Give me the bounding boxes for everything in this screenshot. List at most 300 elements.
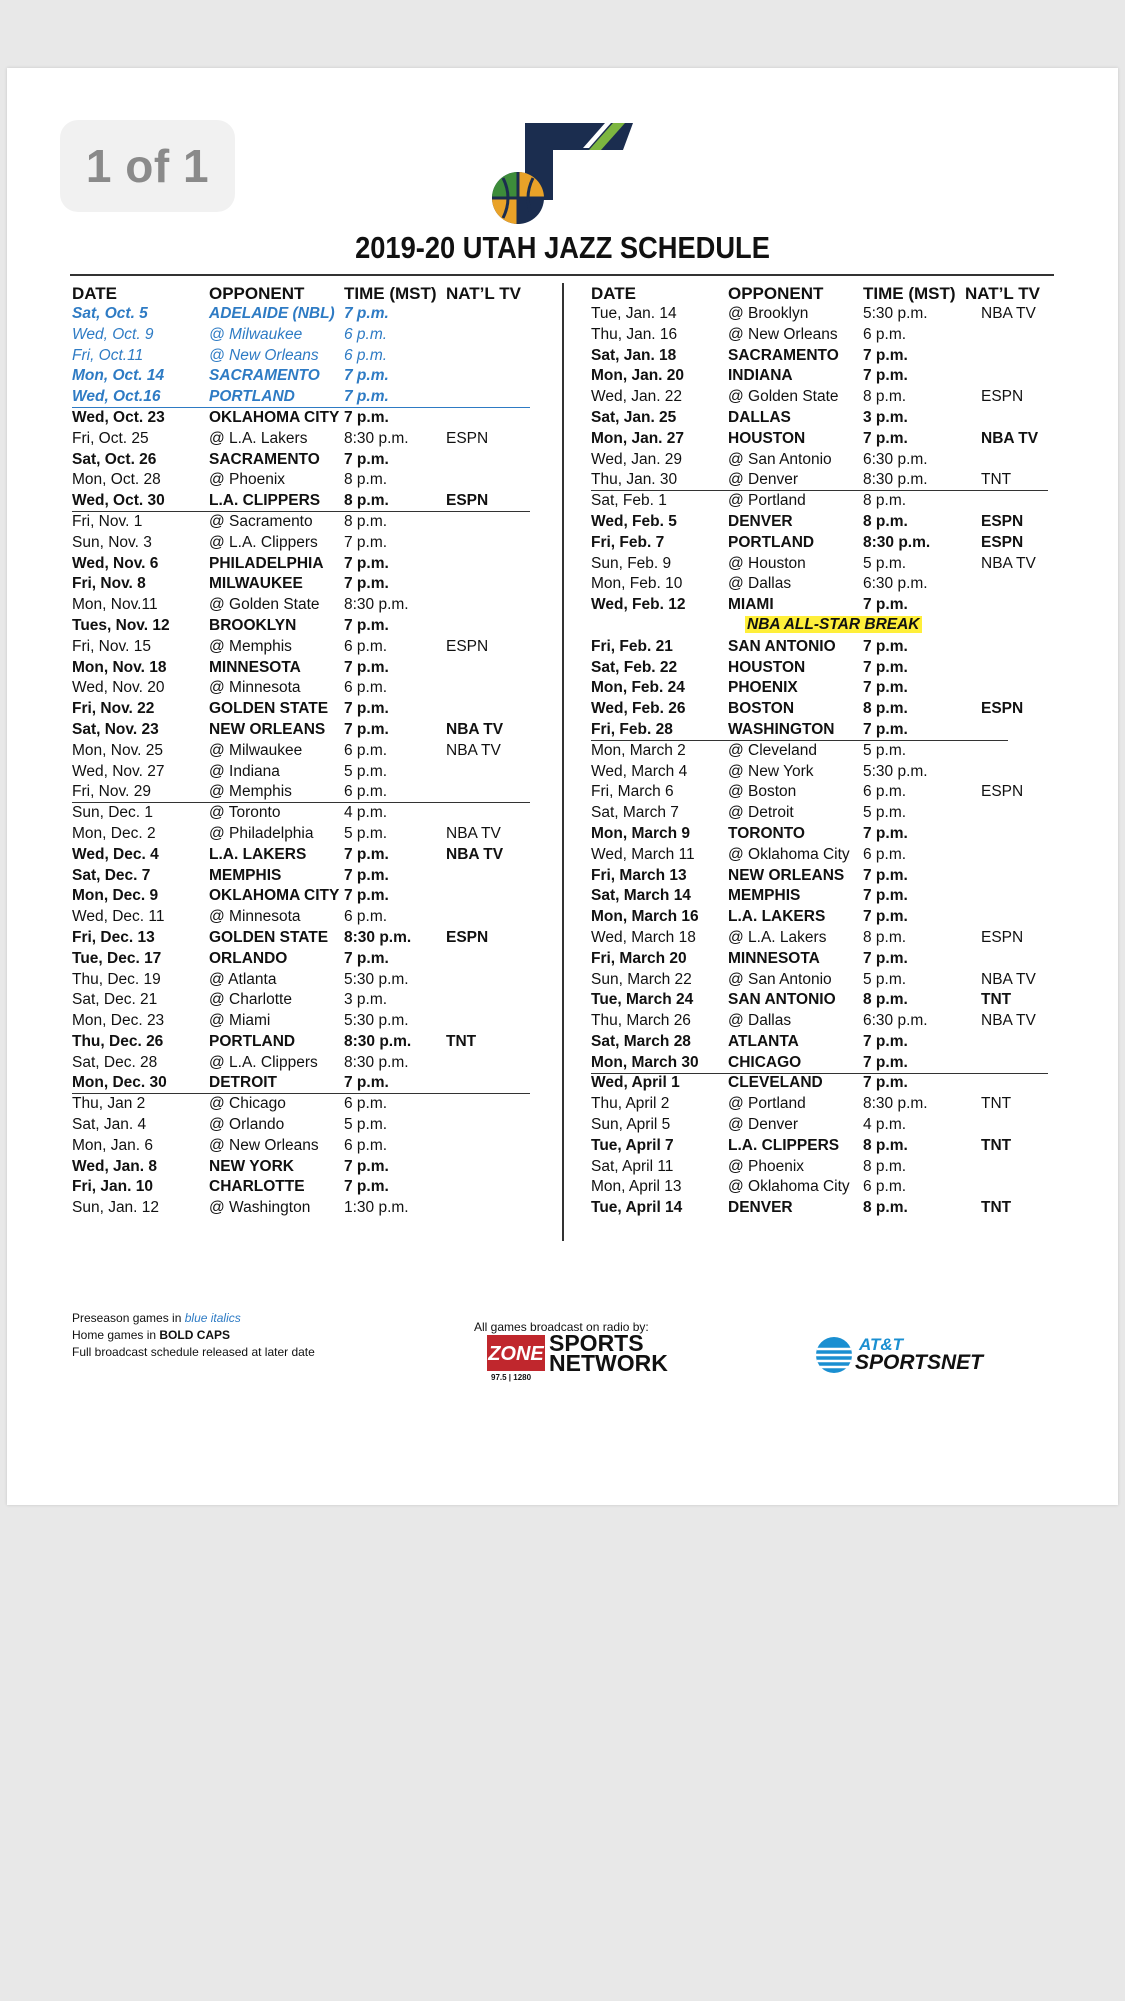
game-time: 5:30 p.m.	[863, 762, 928, 780]
game-date: Thu, April 2	[591, 1095, 670, 1113]
game-date: Tue, March 24	[591, 991, 694, 1009]
game-tv: ESPN	[981, 512, 1024, 530]
game-tv: TNT	[981, 1095, 1012, 1113]
game-opponent: MILWAUKEE	[209, 575, 303, 593]
game-date: Sun, March 22	[591, 970, 692, 988]
game-date: Sat, Feb. 22	[591, 658, 678, 676]
game-opponent: ORLANDO	[209, 949, 288, 967]
game-time: 8 p.m.	[863, 1157, 907, 1175]
game-date: Wed, Nov. 20	[72, 679, 165, 697]
game-time: 5:30 p.m.	[344, 970, 409, 988]
game-opponent: @ Denver	[728, 471, 799, 489]
game-time: 6 p.m.	[344, 908, 388, 926]
legend-notes	[72, 1310, 315, 1361]
game-time: 5 p.m.	[863, 804, 907, 822]
game-date: Sun, April 5	[591, 1116, 671, 1134]
game-time: 8 p.m.	[863, 1136, 908, 1154]
game-time: 7 p.m.	[344, 533, 388, 551]
game-time: 8 p.m.	[344, 512, 388, 530]
game-opponent: NEW ORLEANS	[209, 720, 326, 738]
game-opponent: SACRAMENTO	[209, 450, 320, 468]
game-time: 7 p.m.	[863, 346, 908, 364]
game-date: Tue, Jan. 14	[591, 305, 677, 322]
game-opponent: INDIANA	[728, 367, 793, 385]
game-date: Mon, April 13	[591, 1178, 682, 1196]
game-time: 8 p.m.	[863, 388, 907, 406]
zone-line1: SPORTS	[549, 1330, 644, 1356]
game-opponent: @ L.A. Clippers	[209, 533, 318, 551]
page-indicator-label: 1 of 1	[85, 140, 210, 192]
game-time: 7 p.m.	[344, 388, 389, 406]
game-date: Wed, Oct.16	[72, 388, 161, 406]
game-opponent: L.A. CLIPPERS	[209, 492, 321, 510]
header-time: TIME (MST)	[863, 284, 956, 303]
game-time: 7 p.m.	[344, 949, 389, 967]
game-date: Fri, Feb. 7	[591, 533, 665, 551]
game-date: Wed, Feb. 26	[591, 700, 686, 718]
game-opponent: DENVER	[728, 1199, 793, 1217]
game-date: Mon, Jan. 6	[72, 1136, 153, 1154]
game-date: Wed, Dec. 11	[72, 908, 165, 926]
game-tv: ESPN	[981, 388, 1024, 406]
header-time: TIME (MST)	[344, 284, 437, 303]
game-date: Fri, Oct.11	[72, 346, 144, 364]
game-opponent: @ L.A. Clippers	[209, 1053, 318, 1071]
game-time: 7 p.m.	[344, 554, 389, 572]
zone-badge: ZONE	[487, 1335, 545, 1371]
game-opponent: HOUSTON	[728, 429, 806, 447]
game-time: 5 p.m.	[344, 824, 388, 842]
game-time: 7 p.m.	[344, 305, 389, 322]
game-date: Mon, Nov. 25	[72, 741, 164, 759]
game-date: Fri, Nov. 22	[72, 700, 155, 718]
game-date: Wed, Feb. 5	[591, 512, 677, 530]
column-divider	[562, 283, 564, 1241]
game-date: Sat, Nov. 23	[72, 720, 159, 738]
game-tv: ESPN	[981, 783, 1024, 801]
game-opponent: L.A. LAKERS	[728, 908, 826, 926]
game-opponent: GOLDEN STATE	[209, 928, 329, 946]
game-opponent: SACRAMENTO	[728, 346, 839, 364]
game-opponent: L.A. LAKERS	[209, 845, 307, 863]
game-time: 6 p.m.	[344, 1136, 388, 1154]
game-opponent: @ Memphis	[209, 637, 292, 655]
game-date: Mon, Dec. 2	[72, 824, 156, 842]
game-opponent: @ Houston	[728, 554, 806, 572]
game-time: 5 p.m.	[344, 762, 388, 780]
game-time: 7 p.m.	[344, 866, 389, 884]
legend-preseason-text: Preseason games in	[72, 1311, 185, 1325]
game-time: 7 p.m.	[863, 596, 908, 614]
game-tv: ESPN	[981, 700, 1024, 718]
game-time: 8 p.m.	[863, 991, 908, 1009]
game-time: 7 p.m.	[344, 720, 389, 738]
game-time: 7 p.m.	[863, 679, 908, 697]
game-time: 7 p.m.	[344, 616, 389, 634]
game-date: Fri, March 6	[591, 783, 674, 801]
game-opponent: L.A. CLIPPERS	[728, 1136, 840, 1154]
game-opponent: PORTLAND	[728, 533, 815, 551]
game-date: Fri, Dec. 13	[72, 928, 155, 946]
game-time: 7 p.m.	[863, 429, 908, 447]
game-time: 7 p.m.	[863, 887, 908, 905]
game-time: 8:30 p.m.	[863, 471, 928, 489]
game-date: Sun, Dec. 1	[72, 804, 153, 822]
game-time: 6 p.m.	[863, 325, 907, 343]
game-time: 6 p.m.	[344, 783, 388, 801]
game-date: Sat, Jan. 4	[72, 1116, 147, 1134]
game-opponent: PHOENIX	[728, 679, 798, 697]
game-opponent: MINNESOTA	[728, 949, 820, 967]
game-date: Sat, Jan. 25	[591, 408, 677, 426]
game-time: 7 p.m.	[863, 658, 908, 676]
game-date: Wed, April 1	[591, 1074, 680, 1092]
game-time: 6 p.m.	[344, 637, 388, 655]
game-date: Sat, March 7	[591, 804, 679, 822]
game-date: Sat, Dec. 7	[72, 866, 151, 884]
game-date: Sun, Jan. 12	[72, 1199, 160, 1217]
game-date: Fri, Jan. 10	[72, 1178, 153, 1196]
game-date: Thu, Dec. 19	[72, 970, 161, 988]
game-date: Fri, Feb. 28	[591, 720, 673, 738]
game-tv: TNT	[981, 471, 1012, 489]
game-time: 5:30 p.m.	[344, 1012, 409, 1030]
game-date: Mon, Jan. 20	[591, 367, 685, 385]
game-time: 7 p.m.	[344, 1157, 389, 1175]
game-opponent: @ New York	[728, 762, 814, 780]
game-time: 8:30 p.m.	[863, 1095, 928, 1113]
game-tv: NBA TV	[981, 554, 1036, 572]
game-date: Tue, April 7	[591, 1136, 674, 1154]
game-date: Wed, Oct. 9	[72, 325, 154, 343]
game-opponent: @ Memphis	[209, 783, 292, 801]
game-opponent: @ Golden State	[209, 596, 320, 614]
game-opponent: MEMPHIS	[728, 887, 801, 905]
header-tv: NAT’L TV	[965, 284, 1040, 303]
game-opponent: @ New Orleans	[209, 1136, 319, 1154]
game-time: 8:30 p.m.	[344, 596, 409, 614]
header-tv: NAT’L TV	[446, 284, 521, 303]
game-time: 7 p.m.	[344, 450, 389, 468]
game-date: Fri, March 13	[591, 866, 687, 884]
game-time: 6 p.m.	[344, 741, 388, 759]
game-date: Wed, Jan. 29	[591, 450, 683, 468]
header-date: DATE	[72, 284, 118, 303]
game-opponent: @ L.A. Lakers	[728, 928, 827, 946]
game-time: 7 p.m.	[344, 1178, 389, 1196]
game-time: 4 p.m.	[863, 1116, 907, 1134]
game-time: 7 p.m.	[344, 575, 389, 593]
game-opponent: PHILADELPHIA	[209, 554, 324, 572]
game-date: Tue, April 14	[591, 1199, 683, 1217]
legend-home-style: BOLD CAPS	[159, 1328, 231, 1342]
game-time: 8 p.m.	[344, 471, 388, 489]
game-tv: NBA TV	[446, 720, 504, 738]
game-date: Mon, Dec. 30	[72, 1074, 167, 1092]
game-opponent: @ Toronto	[209, 804, 281, 822]
game-opponent: WASHINGTON	[728, 720, 835, 738]
game-time: 3 p.m.	[344, 991, 388, 1009]
game-date: Sat, Dec. 21	[72, 991, 158, 1009]
game-time: 6:30 p.m.	[863, 575, 928, 593]
game-date: Sat, April 11	[591, 1157, 674, 1175]
game-opponent: GOLDEN STATE	[209, 700, 329, 718]
game-opponent: @ Oklahoma City	[728, 1178, 850, 1196]
game-date: Wed, Nov. 6	[72, 554, 159, 572]
game-time: 6 p.m.	[344, 679, 388, 697]
game-tv: NBA TV	[446, 845, 504, 863]
game-date: Fri, Nov. 1	[72, 512, 143, 530]
game-tv: ESPN	[446, 429, 489, 447]
game-time: 8:30 p.m.	[344, 1032, 412, 1050]
game-date: Sat, Oct. 26	[72, 450, 157, 468]
game-date: Sat, March 14	[591, 887, 691, 905]
game-time: 6 p.m.	[344, 325, 388, 343]
game-time: 5 p.m.	[344, 1116, 388, 1134]
game-opponent: @ Orlando	[209, 1116, 285, 1134]
game-time: 7 p.m.	[863, 866, 908, 884]
game-opponent: ATLANTA	[728, 1032, 799, 1050]
game-tv: ESPN	[446, 492, 489, 510]
game-opponent: TORONTO	[728, 824, 805, 842]
game-date: Fri, March 20	[591, 949, 687, 967]
game-tv: TNT	[981, 1199, 1012, 1217]
game-time: 7 p.m.	[863, 637, 908, 655]
game-opponent: @ Atlanta	[209, 970, 277, 988]
game-date: Mon, Nov. 18	[72, 658, 167, 676]
game-time: 5 p.m.	[863, 970, 907, 988]
game-date: Wed, Jan. 8	[72, 1157, 157, 1175]
game-date: Mon, March 9	[591, 824, 691, 842]
game-opponent: NEW ORLEANS	[728, 866, 845, 884]
game-opponent: DENVER	[728, 512, 793, 530]
game-opponent: BOSTON	[728, 700, 795, 718]
game-time: 7 p.m.	[863, 1074, 908, 1092]
game-date: Wed, March 18	[591, 928, 696, 946]
game-time: 8:30 p.m.	[344, 1053, 409, 1071]
game-opponent: @ Washington	[209, 1199, 311, 1217]
game-opponent: @ Dallas	[728, 575, 792, 593]
game-date: Sat, Dec. 28	[72, 1053, 158, 1071]
game-date: Thu, Jan. 16	[591, 325, 678, 343]
game-tv: ESPN	[446, 637, 489, 655]
game-opponent: @ Portland	[728, 492, 806, 510]
game-time: 5 p.m.	[863, 741, 907, 759]
game-time: 6:30 p.m.	[863, 1012, 928, 1030]
game-date: Wed, Nov. 27	[72, 762, 165, 780]
game-date: Sat, March 28	[591, 1032, 691, 1050]
game-opponent: @ Indiana	[209, 762, 280, 780]
att-line2: SPORTSNET	[855, 1351, 983, 1374]
game-time: 7 p.m.	[344, 408, 389, 426]
game-opponent: @ New Orleans	[209, 346, 319, 364]
game-time: 5 p.m.	[863, 554, 907, 572]
game-date: Tue, Dec. 17	[72, 949, 162, 967]
game-tv: NBA TV	[981, 429, 1039, 447]
game-opponent: @ Phoenix	[209, 471, 286, 489]
game-opponent: CHICAGO	[728, 1053, 802, 1071]
game-opponent: MEMPHIS	[209, 866, 282, 884]
game-date: Mon, Feb. 24	[591, 679, 685, 697]
game-tv: TNT	[981, 1136, 1012, 1154]
game-opponent: SAN ANTONIO	[728, 991, 836, 1009]
game-date: Thu, Jan 2	[72, 1095, 146, 1113]
game-time: 7 p.m.	[863, 1053, 908, 1071]
game-date: Fri, Feb. 21	[591, 637, 673, 655]
game-time: 8 p.m.	[863, 492, 907, 510]
game-time: 7 p.m.	[344, 1074, 389, 1092]
game-opponent: MINNESOTA	[209, 658, 301, 676]
legend-home	[72, 1327, 315, 1344]
legend-preseason-style: blue italics	[184, 1311, 241, 1325]
zone-wordmark	[549, 1330, 668, 1376]
game-date: Mon, Feb. 10	[591, 575, 683, 593]
game-tv: ESPN	[981, 928, 1024, 946]
game-time: 7 p.m.	[344, 845, 389, 863]
game-opponent: @ Sacramento	[209, 512, 313, 530]
legend-preseason	[72, 1310, 315, 1327]
game-tv: NBA TV	[981, 305, 1036, 322]
game-opponent: @ Milwaukee	[209, 741, 303, 759]
zone-frequency: 97.5 | 1280	[491, 1373, 532, 1382]
game-tv: NBA TV	[446, 741, 501, 759]
game-date: Thu, Jan. 30	[591, 471, 678, 489]
game-date: Sat, Jan. 18	[591, 346, 677, 364]
game-opponent: @ Brooklyn	[728, 305, 809, 322]
game-time: 7 p.m.	[863, 720, 908, 738]
game-time: 6 p.m.	[344, 346, 388, 364]
game-time: 7 p.m.	[863, 367, 908, 385]
game-opponent: BROOKLYN	[209, 616, 297, 634]
game-opponent: @ Detroit	[728, 804, 794, 822]
game-opponent: @ Minnesota	[209, 679, 301, 697]
game-tv: NBA TV	[981, 1012, 1036, 1030]
att-line1: AT&T	[859, 1335, 904, 1354]
game-date: Fri, Nov. 15	[72, 637, 151, 655]
game-opponent: PORTLAND	[209, 1032, 296, 1050]
game-opponent: SACRAMENTO	[209, 367, 320, 385]
game-time: 3 p.m.	[863, 408, 908, 426]
game-opponent: @ Philadelphia	[209, 824, 314, 842]
game-date: Wed, Oct. 23	[72, 408, 165, 426]
game-tv: ESPN	[446, 928, 489, 946]
game-opponent: MIAMI	[728, 596, 774, 614]
game-time: 7 p.m.	[344, 887, 389, 905]
game-opponent: NEW YORK	[209, 1157, 294, 1175]
game-time: 6:30 p.m.	[863, 450, 928, 468]
page-indicator	[60, 120, 235, 212]
game-opponent: @ Portland	[728, 1095, 806, 1113]
game-tv: TNT	[981, 991, 1012, 1009]
game-date: Wed, March 4	[591, 762, 688, 780]
game-date: Mon, March 16	[591, 908, 699, 926]
game-date: Fri, Oct. 25	[72, 429, 149, 447]
header-divider	[70, 274, 1054, 276]
game-date: Mon, Jan. 27	[591, 429, 685, 447]
game-opponent: @ Charlotte	[209, 991, 292, 1009]
game-opponent: @ San Antonio	[728, 450, 832, 468]
game-date: Fri, Nov. 29	[72, 783, 151, 801]
game-time: 6 p.m.	[863, 1178, 907, 1196]
game-time: 6 p.m.	[863, 783, 907, 801]
game-date: Sat, Oct. 5	[72, 305, 148, 322]
game-opponent: DALLAS	[728, 408, 791, 426]
game-time: 8:30 p.m.	[344, 429, 409, 447]
game-time: 7 p.m.	[344, 367, 389, 385]
legend-broadcast: Full broadcast schedule released at later date	[72, 1345, 315, 1359]
game-opponent: @ Boston	[728, 783, 797, 801]
game-tv: NBA TV	[981, 970, 1036, 988]
radio-label: All games broadcast on radio by:	[474, 1320, 649, 1334]
game-opponent: ADELAIDE (NBL)	[209, 305, 335, 322]
game-date: Sat, Feb. 1	[591, 492, 667, 510]
game-opponent: DETROIT	[209, 1074, 278, 1092]
game-time: 7 p.m.	[863, 824, 908, 842]
header-opponent: OPPONENT	[209, 284, 305, 303]
game-time: 4 p.m.	[344, 804, 388, 822]
legend-home-text: Home games in	[72, 1328, 160, 1342]
game-time: 7 p.m.	[863, 1032, 908, 1050]
game-time: 6 p.m.	[344, 1095, 388, 1113]
game-opponent: CHARLOTTE	[209, 1178, 305, 1196]
game-time: 7 p.m.	[344, 700, 389, 718]
game-opponent: @ Denver	[728, 1116, 799, 1134]
game-date: Mon, March 30	[591, 1053, 699, 1071]
zone-line2: NETWORK	[549, 1350, 668, 1376]
header-date: DATE	[591, 284, 637, 303]
game-date: Tues, Nov. 12	[72, 616, 170, 634]
game-tv: NBA TV	[446, 824, 501, 842]
game-opponent: @ Cleveland	[728, 741, 817, 759]
game-date: Thu, March 26	[591, 1012, 691, 1030]
game-date: Sun, Nov. 3	[72, 533, 152, 551]
game-date: Wed, Feb. 12	[591, 596, 686, 614]
att-sportsnet-logo	[815, 1335, 1005, 1375]
game-date: Mon, Oct. 28	[72, 471, 161, 489]
game-opponent: @ Golden State	[728, 388, 839, 406]
game-date: Mon, Dec. 23	[72, 1012, 165, 1030]
game-opponent: @ San Antonio	[728, 970, 832, 988]
game-time: 8 p.m.	[344, 492, 389, 510]
game-opponent: @ L.A. Lakers	[209, 429, 308, 447]
game-opponent: OKLAHOMA CITY	[209, 887, 340, 905]
game-time: 8:30 p.m.	[344, 928, 412, 946]
allstar-break-label: NBA ALL-STAR BREAK	[747, 615, 920, 633]
game-opponent: PORTLAND	[209, 388, 295, 406]
jazz-logo-icon	[485, 120, 640, 225]
game-opponent: @ Minnesota	[209, 908, 301, 926]
game-time: 7 p.m.	[863, 949, 908, 967]
game-time: 8 p.m.	[863, 512, 908, 530]
game-date: Wed, Oct. 30	[72, 492, 165, 510]
game-opponent: @ Milwaukee	[209, 325, 303, 343]
game-date: Wed, March 11	[591, 845, 695, 863]
game-time: 8:30 p.m.	[863, 533, 931, 551]
page-title: 2019-20 UTAH JAZZ SCHEDULE	[355, 230, 770, 265]
game-opponent: HOUSTON	[728, 658, 806, 676]
game-date: Thu, Dec. 26	[72, 1032, 164, 1050]
game-date: Mon, March 2	[591, 741, 686, 759]
game-opponent: OKLAHOMA CITY	[209, 408, 340, 426]
game-opponent: CLEVELAND	[728, 1074, 823, 1092]
game-time: 6 p.m.	[863, 845, 907, 863]
game-time: 7 p.m.	[863, 908, 908, 926]
header-opponent: OPPONENT	[728, 284, 824, 303]
game-time: 1:30 p.m.	[344, 1199, 409, 1217]
game-time: 5:30 p.m.	[863, 305, 928, 322]
game-date: Sun, Feb. 9	[591, 554, 672, 572]
game-date: Mon, Dec. 9	[72, 887, 159, 905]
